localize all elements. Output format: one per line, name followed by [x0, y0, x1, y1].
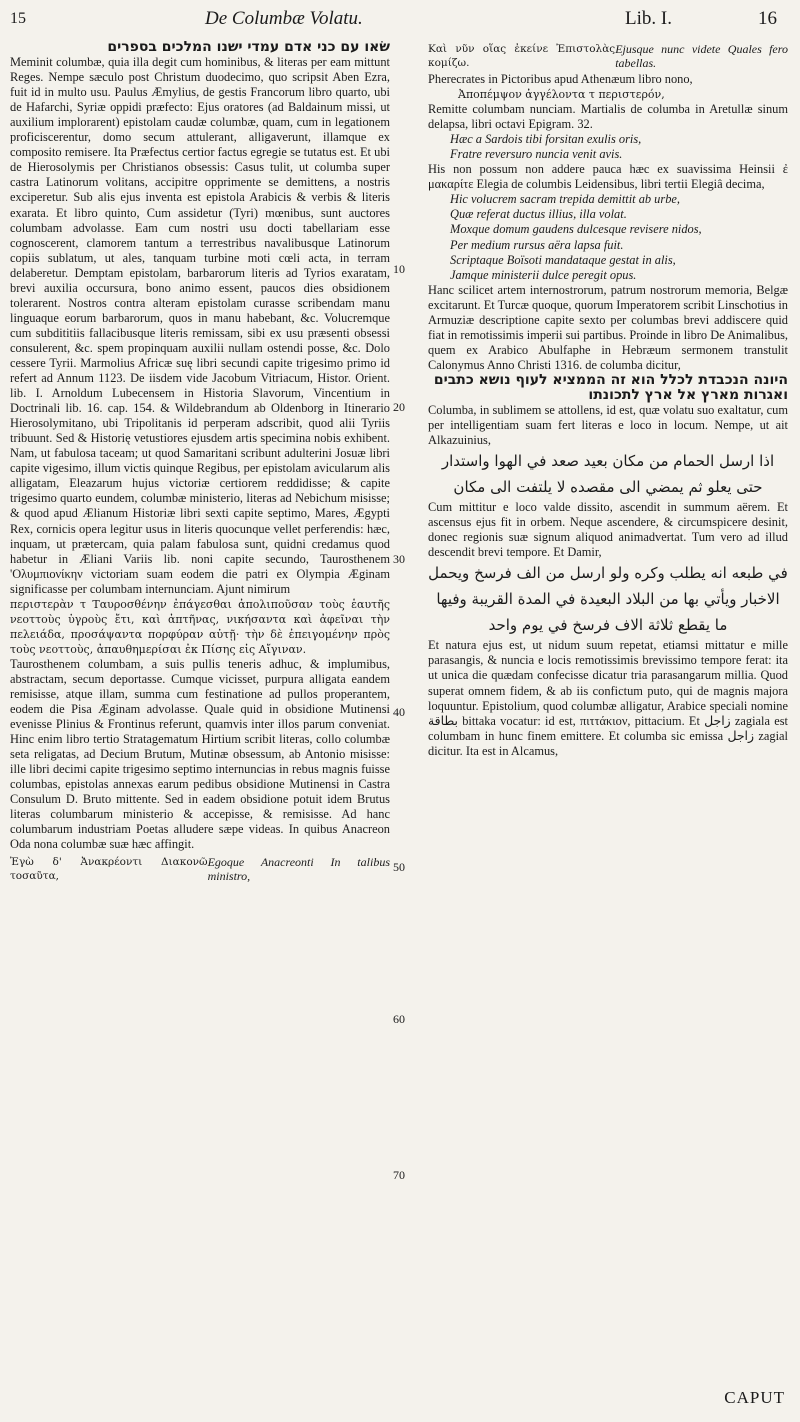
verse-pair — [428, 42, 788, 70]
page-number-left: 15 — [10, 10, 26, 27]
paragraph: Meminit columbæ, quia illa degit cum hominibus, & literas per eam mittunt Reges. Nempe sæculo post Christum duodecimo, quo scripsit Aben Ezra, fuit id in multo usu. Paulus Æmylius, de gestis Francorum libro quarto, ubi de Hafarchi, Syriæ oppidi præfecto: Ejus oratores (ad Baldainum missi, ut auxilium implorarent) epistolam caudæ columbæ, quam, cum in legationem proficiscerentur, domo secum attulerant, alligaverunt, illamque ex composito remisere. Ita Præfectus certior factus egregie se tutatus est. Et ubi de Hierosolymis per Christianos obsessis: Casus tulit, ut columba super castra Latinorum volitans, accipitre opprimente se demittens, a nostris exciperetur. Sub alis ejus inventa est epistola Arabicis & verbis & literis exarata. Et libro quinto, Cum assidetur (Tyri) mœnibus, sunt auctores columbam advolasse. Eam cum nostri usu docti tabellariam esse cognoscerent, clamorem tantum a terrestribus navalibusque Latinorum copiis sublatum, ut ales, tanquam turbine moti cœli acta, in terram delaberetur. Demptam epistolam, barbarorum literis ad Tyrios exaratam, brevi auxilia occursura, bono animo essent, paucos dies obsidionem tolerarent. Nostros contra alteram epistolam curasse scribendam manu linguaque eorum barbarorum, quos in manu habebant, &c. Volucremque cum subdititiis fallacibusque literis remissam, sibi ex usu præsenti obsessi consulerent, &c. spem propinquam auxilii nullam ostendi posse, &c. Dolo cessere Tyrii. Marmolius Africæ suę libri secundi capite trigesimo primo id refert ad Annum 1123. De iisdem vide Jacobum Vitriacum, Histor. Orient. lib. I. Arnoldum Lubecensem in Historia Slavorum, Vincentium in Doctrinali lib. 16. cap. 154. & Wildebrandum ab Oldenborg in Itinerario Hierosolymitano, ubi Tripolitanis id perperam adscribit, quod alii Tyriis tribuunt. Sed & Historię vetustiores ejusdem artis specimina nobis exhibent. Nam, ut fabulosa taceam; ut quod Samaritani scribunt adulterini Josuæ libri capite vigesimo, illum victis quinque Regibus, per epistolam avicularum alis alligatam, Eleazarum hujus victoriæ certiorem reddidisse; & capite trigesimo quarto eundem, columbæ ministerio, literas ad Nebichum misisse; & quod apud Ælianum Historiæ libri sexti capite septimo, Mares, Ægypti Rex, cornicis opera legitur usus in literis quocunque vellet perferendis: hæc, inquam, ut prætercam, quia palam fabulosa sunt, quidni credamus quod habetur in Æliani Variis lib. noni capite secundo, Taurosthenem 'Ολυμπιονίκην victoriam suam eodem die patri ex Olympia Æginam significasse per columbam internunciam. Ajunt nimirum — [10, 55, 390, 596]
poem — [428, 132, 788, 162]
poem-line: Moxque domum gaudens dulcesque revisere nidos, — [450, 222, 702, 237]
verse-pair — [10, 855, 390, 883]
poem-line: Per medium rursus aëra lapsa fuit. — [450, 237, 624, 252]
line-number: 30 — [393, 552, 405, 566]
right-column — [428, 40, 788, 759]
greek-verse: Ἐγὼ δ' Ἀνακρέοντι Διακονῶ τοσαῦτα, — [10, 855, 208, 882]
line-number: 40 — [393, 705, 405, 719]
paragraph: His non possum non addere pauca hæc ex suavissima Heinsii ἐ μακαρίτε Elegia de columbis Leidensibus, libri tertii Elegiâ decima, — [428, 162, 788, 192]
line-number: 50 — [393, 860, 405, 874]
poem-line: Fratre reversuro nuncia venit avis. — [450, 147, 623, 162]
hebrew-quote: היונה הנכבדת לכלל הוא זה הממציא לעוף נושא כתבים ואגרות מארץ אל ארץ לתכונתו — [433, 371, 788, 403]
paragraph: Cum mittitur e loco valde dissito, ascendit in summum aërem. Et ascensus ejus fit in orbem. Neque ascendere, & circumspicere desinit, donec regionis suæ signum aliquod animadvertat. Tum vero ad illud descendit brevi tempore. Et Damir, — [428, 500, 788, 560]
poem-line: Quæ referat ductus illius, illa volat. — [450, 207, 627, 222]
poem-line: Scriptaque Boïsoti mandataque gestat in alis, — [450, 252, 676, 267]
paragraph: Columba, in sublimem se attollens, id est, quæ volatu suo exaltatur, cum per intelligentiam suam fert literas e loco in locum. Nempe, ut ait Alkazuinius, — [428, 403, 788, 448]
poem — [428, 192, 788, 282]
running-header — [0, 6, 800, 34]
poem-line: Hic volucrem sacram trepida demittit ab urbe, — [450, 192, 680, 207]
line-number: 70 — [393, 1168, 405, 1182]
paragraph: Hanc scilicet artem internostrorum, patrum nostrorum memoria, Belgæ excitarunt. Et Turcæ quoque, quorum Imperatorem scribit Linschotius in Armuziæ descriptione capite sexto per columbas brevi addiscere quid fiat in remotissimis imperii sui partibus. Proinde in libro De Animalibus, quem ex Arabico Abulfaphe in Hebræum sermonem transtulit Calonymus Anno Christi 1316. de columba dicitur, — [428, 282, 788, 372]
greek-quote: περιστερὰν τ Ταυροσθένην ἐπάγεσθαι ἀπολιποῦσαν τοὺς ἑαυτῆς νεοττοὺς ὑγροὺς ἔτι, καὶ ἀπτῆνας, νικήσαντα καὶ ἀφεῖναι τὴν πελειάδα, προσάψαντα πορφύραν αὐτῇ· τὴν δὲ ἐπειγομένην πρὸς τοὺς νεοττοὺς, ἀπαυθημερίσαι ἐκ Πίσης εἰς Αἴγιναν. — [10, 597, 390, 656]
latin-verse: Ejusque nunc videte Quales fero tabellas. — [615, 42, 788, 70]
paragraph: Taurosthenem columbam, a suis pullis teneris adhuc, & implumibus, abstractam, secum deportasse. Cumque vicisset, purpura alligata eandem remisisse, atque illam, summa cum festinatione ad pullos properantem, eodem die Pisa Æginam advolasse. Quale quid in obsidione Mutinensi evenisse Plinius & Frontinus referunt, quamvis inter illos parum conveniat. Hinc enim libro tertio Stratagematum Hirtium scribit literas, collo columbæ seta religatas, ad Decium Brutum, Mutinæ obsessum, ab Antonio misisse: ille libri decimi capite trigesimo septimo internuncias in rebus magnis fuisse columbas, epistolas annexas earum pedibus obsidione Mutinensi in Castra Consulum D. Bruto mittente. Sed in eadem obsidione potuit idem Brutus literas columbarum ministerio & accepisse, & remisisse. Ad hanc columbarum industriam Poetas alludere sæpe videas. In quibus Anacreon Oda nona columbæ suæ hæc affingit. — [10, 656, 390, 852]
greek-verse: Καὶ νῦν οἵας ἐκείνε Ἐπιστολὰς κομίζω. — [428, 43, 616, 69]
page-number-right: 16 — [758, 8, 777, 29]
catchword: CAPUT — [724, 1388, 785, 1407]
line-number: 10 — [393, 262, 405, 276]
paragraph: Remitte columbam nunciam. Martialis de columba in Aretullæ sinum delapsa, libri octavi Epigram. 32. — [428, 102, 788, 132]
latin-verse: Egoque Anacreonti In talibus ministro, — [207, 854, 390, 883]
arabic-quote: في طبعه انه يطلب وكره ولو ارسل من الف فرسخ ويحمل الاخبار ويأتي بها من البلاد البعيدة في المدة القريبة وفيها ما يقطع ثلاثة الاف فرسخ في يوم واحد — [428, 564, 788, 635]
line-number: 20 — [393, 400, 405, 414]
paragraph: Pherecrates in Pictoribus apud Athenæum libro nono, — [428, 72, 693, 86]
line-number: 60 — [393, 1012, 405, 1026]
greek-line: Ἀποπέμψον ἀγγέλοντα τ περιστερόν, — [458, 88, 665, 102]
arabic-quote: اذا ارسل الحمام من مكان بعيد صعد في الهوا واستدار حتى يعلو ثم يمضي الى مقصده لا يلتفت الى مكان — [441, 452, 775, 497]
hebrew-heading: שׂאו עם כני אדם עמדי ישנו המלכים בספרים — [107, 39, 390, 55]
poem-line: Hæc a Sardois tibi forsitan exulis oris, — [450, 132, 642, 147]
poem-line: Jamque ministerii dulce peregit opus. — [450, 267, 637, 282]
left-column — [10, 40, 390, 885]
paragraph: Et natura ejus est, ut nidum suum repetat, etiamsi mittatur e mille parasangis, & nuncia e locis remotissimis brevissimo tempore ferat: ita ut unica die quædam confecisse dicatur tria parasangarum millia. Quod superat omnem fidem, & ab iis confictum puto, qui de magnis majora loquuntur. Epistolium, quod columbæ alligatur, Arabice speciali nomine بطاقة bittaka vocatur: id est, πιττάκιον, pittacium. Et زاجل zagiala est columbam in hunc finem emittere. Et columba sic emissa زاجل zagial dicitur. Ita est in Alcamus, — [428, 638, 788, 758]
book-label: Lib. I. — [625, 8, 672, 29]
running-title: De Columbæ Volatu. — [205, 8, 363, 29]
